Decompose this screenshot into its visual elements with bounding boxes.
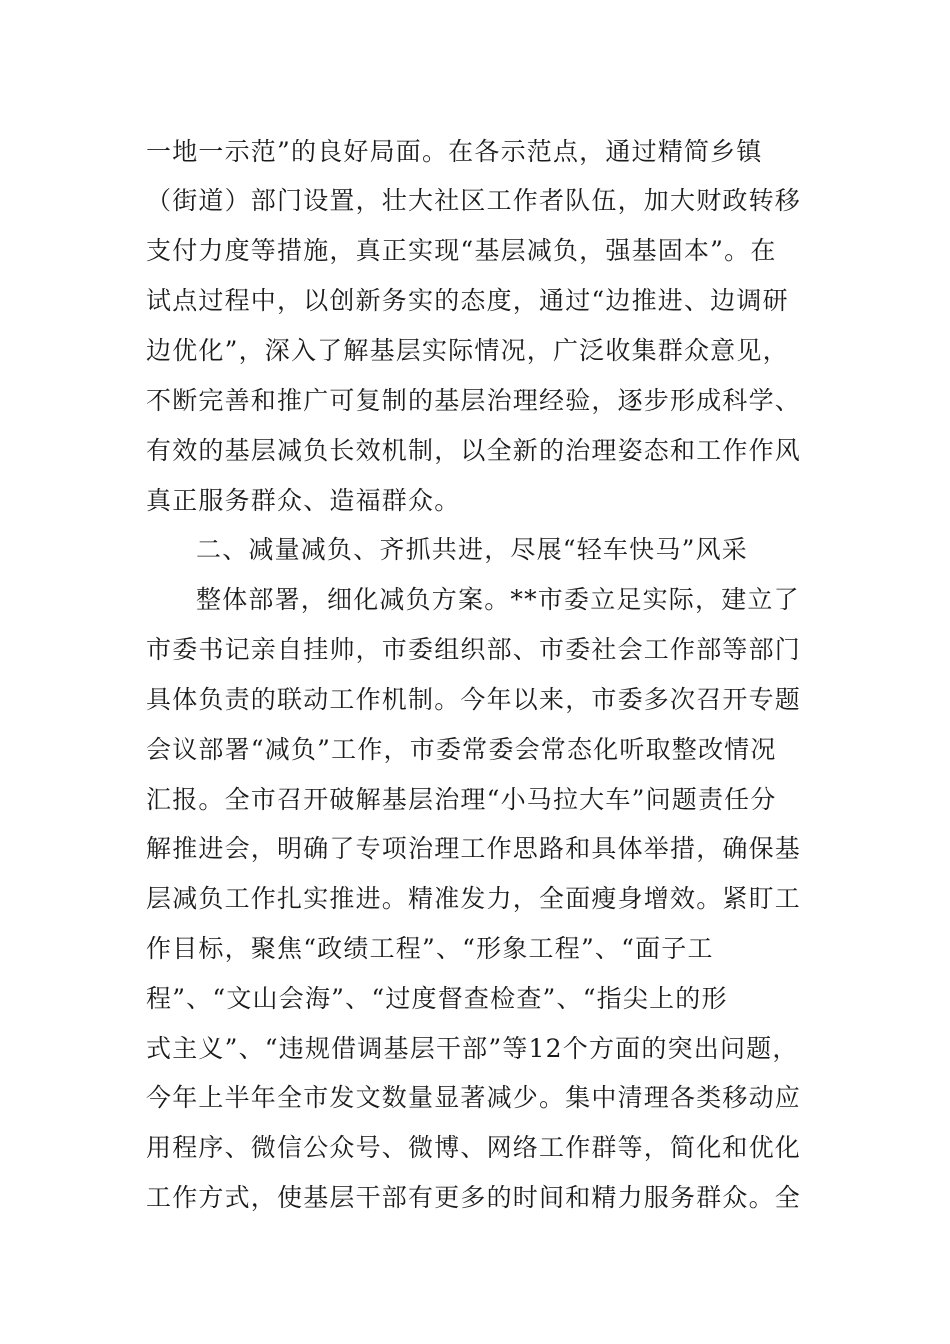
body-text-line: 具体负责的联动工作机制。今年以来，市委多次召开专题 [146,685,802,714]
body-text-line: 汇报。全市召开破解基层治理“小马拉大车”问题责任分 [146,785,777,814]
body-text-line: 今年上半年全市发文数量显著减少。集中清理各类移动应 [146,1083,802,1112]
body-text-line: 工作方式，使基层干部有更多的时间和精力服务群众。全 [146,1183,802,1212]
body-text-line: 支付力度等措施，真正实现“基层减负，强基固本”。在 [146,236,777,265]
body-text-line: 真正服务群众、造福群众。 [146,486,461,515]
body-text-line: 式主义”、“违规借调基层干部”等12个方面的突出问题， [146,1034,799,1063]
section-heading: 二、减量减负、齐抓共进，尽展“轻车快马”风采 [196,535,748,564]
body-text-line: （街道）部门设置，壮大社区工作者队伍，加大财政转移 [146,186,802,215]
body-text-line: 试点过程中，以创新务实的态度，通过“边推进、边调研 [146,286,789,315]
body-text-line: 会议部署“减负”工作，市委常委会常态化听取整改情况 [146,735,777,764]
body-text-line: 边优化”，深入了解基层实际情况，广泛收集群众意见， [146,336,789,365]
body-text-line: 不断完善和推广可复制的基层治理经验，逐步形成科学、 [146,386,802,415]
body-text-line: 一地一示范”的良好局面。在各示范点，通过精简乡镇 [146,137,763,166]
body-text-line: 层减负工作扎实推进。精准发力，全面瘦身增效。紧盯工 [146,884,802,913]
body-text-line: 程”、“文山会海”、“过度督查检查”、“指尖上的形 [146,984,728,1013]
body-text-line: 作目标，聚焦“政绩工程”、“形象工程”、“面子工 [146,934,714,963]
body-text-line: 用程序、微信公众号、微博、网络工作群等，简化和优化 [146,1133,802,1162]
body-text-line: 解推进会，明确了专项治理工作思路和具体举措，确保基 [146,834,802,863]
body-text-line: 有效的基层减负长效机制，以全新的治理姿态和工作作风 [146,436,802,465]
paragraph-lead-line: 整体部署，细化减负方案。**市委立足实际，建立了 [196,585,800,614]
body-text-line: 市委书记亲自挂帅，市委组织部、市委社会工作部等部门 [146,635,802,664]
